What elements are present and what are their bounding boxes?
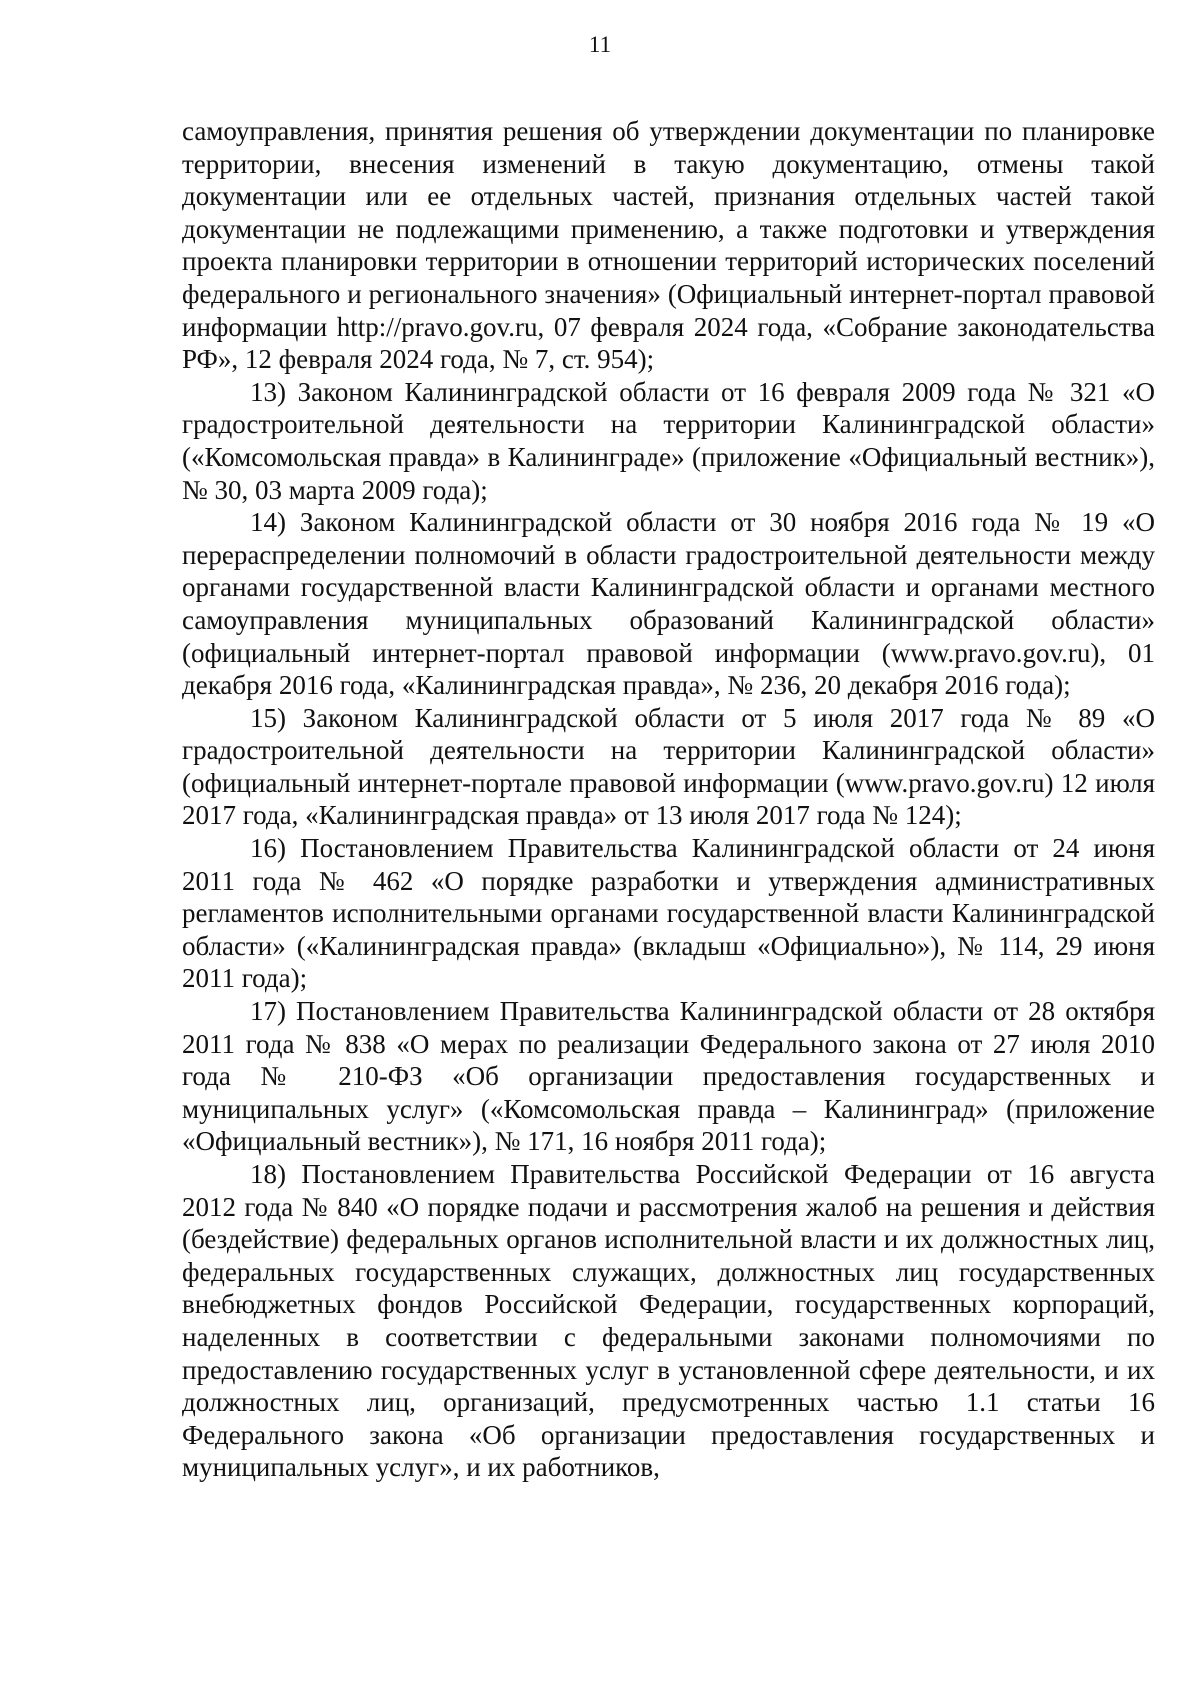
list-item-15: 15) Законом Калининградской области от 5 июля 2017 года № 89 «О градостроительной деятельности на территории Калининградской области» (официальный интернет-портале правовой информации (www.pravo.gov.ru) 12 июля 2017 года, «Калининградская правда» от 13 июля 2017 года № 124); xyxy=(182,702,1155,831)
paragraph-continuation: самоуправления, принятия решения об утверждении документации по планировке территории, внесения изменений в такую документацию, отмены такой документации или ее отдельных частей, признания отдельных частей такой документации не подлежащими применению, а также подготовки и утверждения проекта планировки территории в отношении территорий исторических поселений федерального и регионального значения» (Официальный интернет-портал правовой информации http://pravo.gov.ru, 07 февраля 2024 года, «Собрание законодательства РФ», 12 февраля 2024 года, № 7, ст. 954); xyxy=(182,116,1155,375)
list-item-18: 18) Постановлением Правительства Российской Федерации от 16 августа 2012 года № 840 «О порядке подачи и рассмотрения жалоб на решения и действия (бездействие) федеральных органов исполнительной власти и их должностных лиц, федеральных государственных служащих, должностных лиц государственных внебюджетных фондов Российской Федерации, государственных корпораций, наделенных в соответствии с федеральными законами полномочиями по предоставлению государственных услуг в установленной сфере деятельности, и их должностных лиц, организаций, предусмотренных частью 1.1 статьи 16 Федерального закона «Об организации предоставления государственных и муниципальных услуг», и их работников, xyxy=(182,1159,1155,1483)
list-item-13: 13) Законом Калининградской области от 16 февраля 2009 года № 321 «О градостроительной деятельности на территории Калининградской области» («Комсомольская правда» в Калининграде» (приложение «Официальный вестник»), № 30, 03 марта 2009 года); xyxy=(182,376,1155,505)
list-item-16: 16) Постановлением Правительства Калининградской области от 24 июня 2011 года № 462 «О порядке разработки и утверждения административных регламентов исполнительными органами государственной власти Калининградской области» («Калининградская правда» (вкладыш «Официально»), № 114, 29 июня 2011 года); xyxy=(182,833,1155,994)
page-number: 11 xyxy=(588,32,612,57)
list-item-17: 17) Постановлением Правительства Калининградской области от 28 октября 2011 года № 838 «О мерах по реализации Федерального закона от 27 июля 2010 года № 210-ФЗ «Об организации предоставления государственных и муниципальных услуг» («Комсомольская правда – Калининград» (приложение «Официальный вестник»), № 171, 16 ноября 2011 года); xyxy=(182,996,1155,1157)
list-item-14: 14) Законом Калининградской области от 30 ноября 2016 года № 19 «О перераспределении полномочий в области градостроительной деятельности между органами государственной власти Калининградской области и органами местного самоуправления муниципальных образований Калининградской области» (официальный интернет-портал правовой информации (www.pravo.gov.ru), 01 декабря 2016 года, «Калининградская правда», № 236, 20 декабря 2016 года); xyxy=(182,507,1155,701)
document-body xyxy=(182,115,1155,1484)
